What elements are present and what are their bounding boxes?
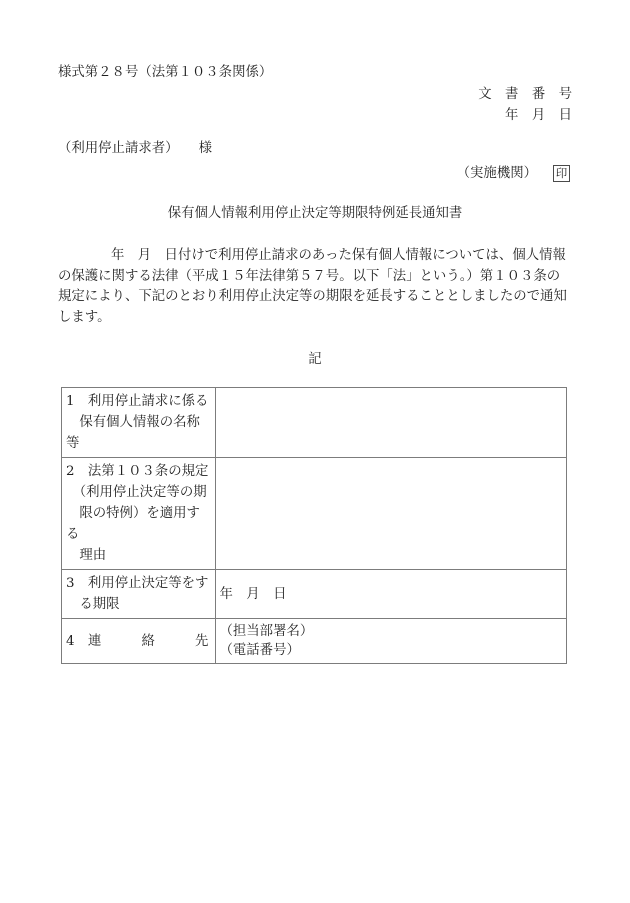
addressee-label: （利用停止請求者） 様 [58, 141, 212, 156]
label-line: 保有個人情報の名称等 [66, 415, 200, 451]
value-line: （担当部署名） [219, 624, 314, 639]
row-value-cell [215, 619, 566, 664]
table-row [62, 619, 567, 664]
notice-table [61, 387, 567, 664]
label-line: 2 法第１０３条の規定 [66, 464, 209, 479]
value-line: （電話番号） [219, 643, 300, 658]
body-paragraph [58, 246, 572, 328]
date-label: 年 月 日 [505, 108, 572, 123]
label-line: 1 利用停止請求に係る [66, 394, 209, 409]
issuer-label: （実施機関） [456, 166, 537, 181]
body-line: の保護に関する法律（平成１５年法律第５７号。以下「法」という。）第１０３条の [58, 268, 561, 284]
row-label-cell [62, 458, 216, 570]
label-line: 限の特例）を適用する [66, 506, 200, 542]
label-line: 4 連 絡 先 [66, 633, 209, 649]
form-number-label: 様式第２８号（法第１０３条関係） [58, 65, 273, 80]
table-row [62, 458, 567, 570]
row-value-cell [215, 458, 566, 570]
body-line: 規定により、下記のとおり利用停止決定等の期限を延長することとしましたので通知 [58, 289, 567, 304]
label-line: 3 利用停止決定等をす [66, 576, 209, 591]
label-line: （利用停止決定等の期 [66, 485, 207, 500]
doc-number-label: 文 書 番 号 [478, 87, 572, 102]
body-line: 年 月 日付けで利用停止請求のあった保有個人情報については、個人情報 [111, 248, 566, 263]
row-value-cell [215, 388, 566, 458]
body-line: します。 [58, 309, 111, 325]
label-line: 理由 [66, 548, 107, 563]
seal-stamp: 印 [553, 165, 570, 182]
page-title: 保有個人情報利用停止決定等期限特例延長通知書 [167, 206, 463, 221]
record-marker: 記 [308, 352, 322, 367]
row-label-cell [62, 619, 216, 664]
value-line: 年 月 日 [219, 586, 287, 602]
row-label-cell [62, 388, 216, 458]
label-line: る期限 [66, 597, 120, 612]
row-value-cell [215, 570, 566, 619]
table-row [62, 388, 567, 458]
row-label-cell [62, 570, 216, 619]
issuer-line [58, 165, 572, 182]
table-row [62, 570, 567, 619]
